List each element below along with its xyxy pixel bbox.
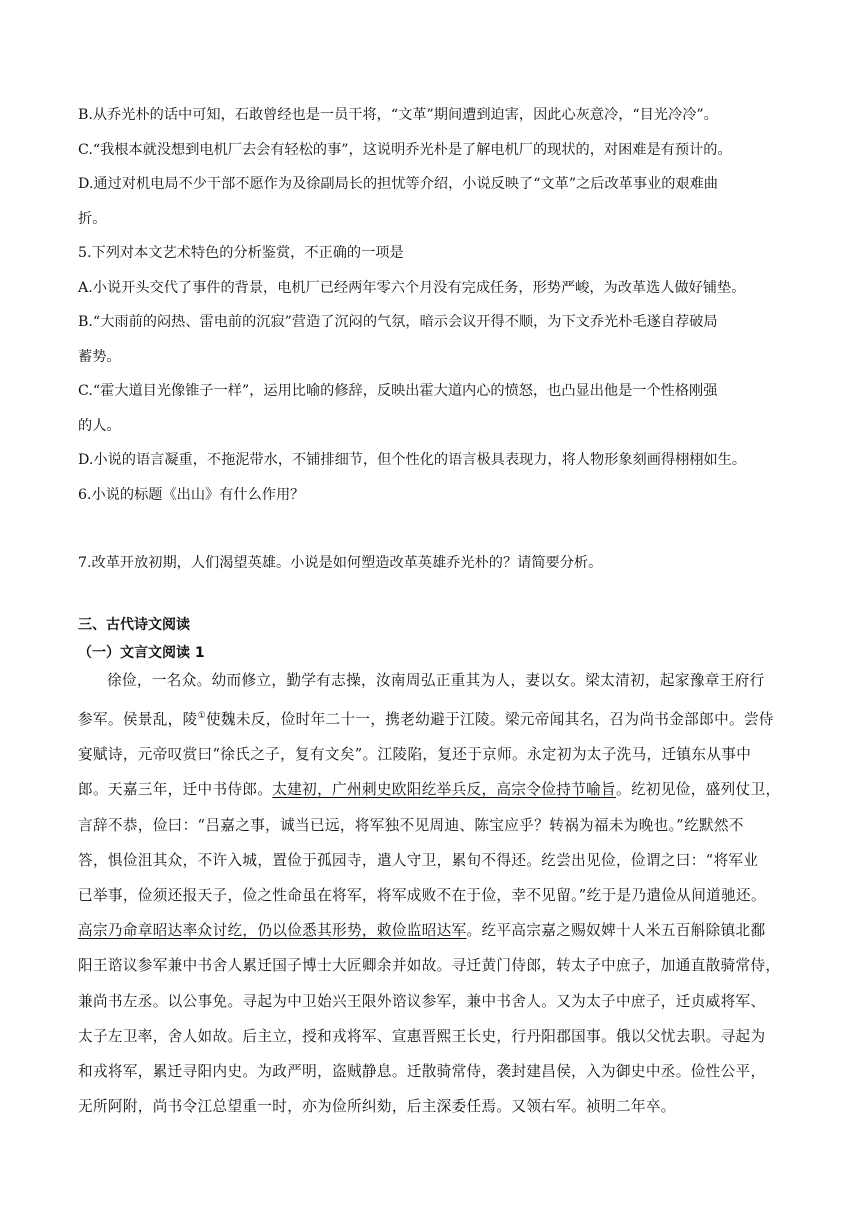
passage-line: 兼尚书左丞。以公事免。寻起为中卫始兴王限外谘议参军，兼中书舍人。又为太子中庶子，迁贞威将军、 [78,992,766,1010]
question-6: 6.小说的标题《出山》有什么作用？ [78,486,305,503]
document-page [78,104,782,1131]
q5-option-b-line2: 蓄势。 [78,348,121,365]
passage-line: 无所阿附，尚书令江总望重一时，亦为俭所纠劾，后主深委任焉。又领右军。祯明二年卒。 [78,1098,676,1116]
passage-line: 太子左卫率，舍人如故。后主立，授和戎将军、宣惠晋熙王长史，行丹阳郡国事。俄以父忧去职。寻起为 [78,1027,766,1045]
q5-option-c-line1: C.“霍大道目光像锥子一样”，运用比喻的修辞，反映出霍大道内心的愤怒，也凸显出他是一个性格刚强 [78,383,718,399]
passage-line: 阳王谘议参军兼中书舍人累迁国子博士大匠卿余并如故。寻迁黄门侍郎，转太子中庶子，加通直散骑常侍， [78,957,781,975]
classical-passage [78,670,782,1118]
subsection-heading: （一）文言文阅读 1 [78,645,205,661]
q5-option-a: A.小说开头交代了事件的背景，电机厂已经两年零六个月没有完成任务，形势严峻，为改革选人做好铺垫。 [78,279,746,296]
underlined-sentence: 高宗乃命章昭达率众讨纥，仍以俭悉其形势，敕俭监昭达军 [78,922,467,940]
section-heading: 三、古代诗文阅读 [78,617,190,633]
passage-line: 徐俭，一名众。幼而修立，勤学有志操，汝南周弘正重其为人，妻以女。梁太清初，起家豫章王府行 [107,672,765,689]
q4-option-c: C.“我根本就没想到电机厂去会有轻松的事”，这说明乔光朴是了解电机厂的现状的，对困难是有预计的。 [78,141,732,158]
passage-line: 宴赋诗，元帝叹赏曰“徐氏之子，复有文矣”。江陵陷，复还于京师。永定初为太子洗马，迁镇东从事中 [78,746,752,764]
passage-line: 已举事，俭须还报天子，俭之性命虽在将军，将军成败不在于俭，幸不见留。”纥于是乃遣俭从间道驰还。 [78,886,766,904]
passage-line: 参军。侯景乱，陵①使魏未反，俭时年二十一，携老幼避于江陵。梁元帝闻其名，召为尚书金部郎中。尝侍 [78,711,774,729]
q5-option-b-line1: B.“大雨前的闷热、雷电前的沉寂”营造了沉闷的气氛，暗示会议开得不顺，为下文乔光朴毛遂自荐破局 [78,314,718,330]
passage-line: 郎。天嘉三年，迁中书侍郎。太建初，广州刺史欧阳纥举兵反，高宗令俭持节喻旨。纥初见俭，盛列仗卫， [78,781,781,799]
footnote-marker: ① [197,711,206,722]
passage-line: 和戎将军，累迁寻阳内史。为政严明，盗贼静息。迁散骑常侍，袭封建昌侯，入为御史中丞。俭性公平， [78,1062,766,1080]
underlined-sentence: 太建初，广州刺史欧阳纥举兵反，高宗令俭持节喻旨 [272,781,616,799]
q4-option-d-line1: D.通过对机电局不少干部不愿作为及徐副局长的担忧等介绍，小说反映了“文革”之后改革事业的艰难曲 [78,176,718,192]
q4-option-b: B.从乔光朴的话中可知，石敢曾经也是一员干将，“文革”期间遭到迫害，因此心灰意冷，“目光冷冷”。 [78,107,718,123]
q4-option-d-line2: 折。 [78,210,107,227]
passage-line: 答，惧俭沮其众，不许入城，置俭于孤园寺，遣人守卫，累旬不得还。纥尝出见俭，俭谓之曰：“将军业 [78,851,759,869]
passage-line: 高宗乃命章昭达率众讨纥，仍以俭悉其形势，敕俭监昭达军。纥平高宗嘉之赐奴婢十人米五百斛除镇北鄱 [78,922,766,940]
q5-option-d: D.小说的语言凝重，不拖泥带水，不铺排细节，但个性化的语言极具表现力，将人物形象刻画得栩栩如生。 [78,452,747,468]
passage-line: 言辞不恭，俭曰：“吕嘉之事，诚当已远，将军独不见周迪、陈宝应乎？转祸为福未为晚也。”纥默然不 [78,816,744,834]
question-7: 7.改革开放初期，人们渴望英雄。小说是如何塑造改革英雄乔光朴的？请简要分析。 [78,555,603,571]
q5-option-c-line2: 的人。 [78,417,121,434]
q5-stem: 5.下列对本文艺术特色的分析鉴赏，不正确的一项是 [78,245,404,261]
